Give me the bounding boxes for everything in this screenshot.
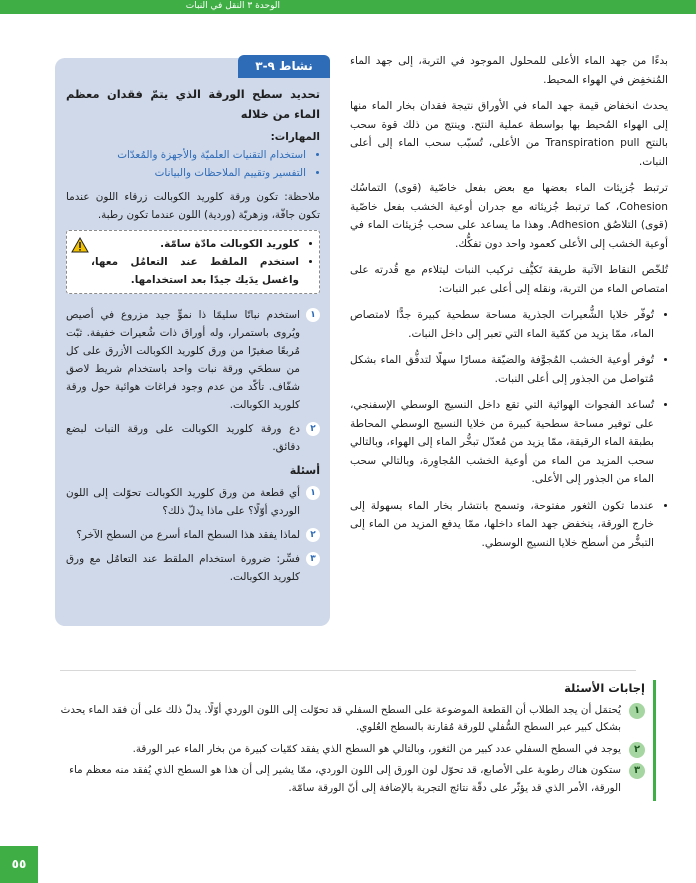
answer-text: يُحتمَل أن يجد الطلاب أن القطعة الموضوعة على السطح السفلي قد تحوّلت إلى اللون الوردي أوّلًا. يدلّ ذلك على أن فقد الماء يحدث بشكل كبير عبر السطح السُّفلي للورقة مُقارنة بالسطح العُلوي.: [60, 703, 621, 733]
question-text: لماذا يفقد هذا السطح الماء أسرع من السطح الآخر؟: [76, 529, 300, 541]
warning-item: • كلوريد الكوبالت مادّة سامّة.: [91, 235, 299, 253]
question-number: ١: [306, 486, 320, 500]
step-number: ١: [306, 308, 320, 322]
main-text-column: [350, 52, 668, 560]
question-item: [66, 484, 320, 520]
skill-item: • التفسير وتقييم الملاحظات والبيانات: [66, 164, 306, 182]
answers-heading: إجابات الأسئلة: [564, 681, 645, 695]
question-item: [66, 526, 320, 544]
list-item: • تُوفر أوعية الخشب المُجوَّفة والضيّقة مسارًا سهلًا لتدفُّق الماء بشكل مُتواصل من الجذور إلى أعلى النبات.: [350, 351, 654, 388]
activity-title: تحديد سطح الورقة الذي يتمّ فقدان معظم الماء من خلاله: [66, 87, 320, 121]
paragraph: تُلخّص النقاط الآتية طريقة تَكيُّف تركيب النبات ليتلاءم مع قُدرته على امتصاص الماء من التربة، ونقله إلى أعلى عبر النبات:: [350, 264, 668, 295]
activity-content: [66, 84, 320, 592]
step-text: دع ورقة كلوريد الكوبالت على ورقة النبات لبضع دقائق.: [66, 423, 300, 453]
answers-list: [50, 702, 645, 798]
warning-triangle-icon: [71, 237, 89, 253]
warning-list: [91, 235, 311, 289]
question-number: ٢: [306, 528, 320, 542]
paragraph: بدءًا من جهد الماء الأعلى للمحلول الموجود في التربة، إلى جهد الماء المُنخفِض في الهواء المحيط.: [350, 55, 668, 86]
unit-title: الوحدة ٣ النقل في النبات: [185, 1, 280, 11]
warning-item: • استخدم الملقط عند التعامُل معها، واغسل يدَيك جيدًا بعد استخدامها.: [91, 253, 299, 289]
skills-list: [66, 146, 320, 182]
procedure-steps: [66, 306, 320, 456]
answers-section: [50, 680, 656, 801]
question-text: فسِّر: ضرورة استخدام الملقط عند التعامُل مع ورق كلوريد الكوبالت.: [66, 553, 300, 583]
skill-item: • استخدام التقنيات العلميّة والأجهزة والمُعدّات: [66, 146, 306, 164]
step-text: استخدم نباتًا سليمًا ذا نموٍّ جيد مزروع في أصيص ويُروى باستمرار، وله أوراق ذات شُعيرات خفيفة. ثبّت مُربعًا صغيرًا من ورق كلوريد الكوبالت الأزرق على كل من سطحَي ورقة نبات واحد باستخدام شريط لاصق شفّاف. تأكّد من عدم وجود فراغات هوائية حول ورقة كلوريد الكوبالت.: [66, 309, 300, 411]
answer-number: ٣: [629, 763, 645, 779]
question-item: [66, 550, 320, 586]
answer-item: [50, 762, 645, 797]
page-number: ٥٥: [0, 846, 38, 883]
answer-number: ١: [629, 703, 645, 719]
answer-item: [50, 741, 645, 759]
safety-warning-box: [66, 230, 320, 294]
paragraph: ترتبط جُزيئات الماء بعضها مع بعض بفعل خاصّية (قوى) التماسُك Cohesion، كما ترتبط جُزيئاته مع جدران أوعية الخشب بفعل خاصّية (قوى) التلاصُق Adhesion. وهذا ما يساعد على سحب جُزيئات الماء في أوعية الخشب إلى الأعلى كعمود واحد دون تفكُّك.: [350, 182, 668, 250]
answer-item: [50, 702, 645, 737]
adaptation-list: [350, 306, 668, 552]
note-text: ملاحظة: تكون ورقة كلوريد الكوبالت زرقاء اللون عندما تكون جافّة، وزهريّة (وردية) اللون عندما تكون رطبة.: [66, 191, 320, 221]
answer-text: يوجد في السطح السفلي عدد كبير من الثغور، وبالتالي هو السطح الذي يفقد كمّيات كبيرة من بخار الماء عبر الورقة.: [132, 742, 621, 755]
section-divider: [60, 670, 636, 671]
list-item: • عندما تكون الثغور مفتوحة، وتسمح بانتشار بخار الماء بسهولة إلى خارج الورقة، ينخفض جهد الماء داخلها، ممّا يدفع المزيد من الماء إلى التبخُّر من أسطح خلايا النسيج الوسطي.: [350, 497, 654, 553]
answer-text: ستكون هناك رطوبة على الأصابع، قد تحوّل لون الورق إلى اللون الوردي، ممّا يشير إلى أن هذا هو السطح الذي يُفقد منه معظم ماء الورقة، الأمر الذي قد يؤثّر على دقّة نتائج التجربة بالإضافة إلى أنّ الورقة سامّة.: [69, 764, 621, 794]
top-header-bar: [0, 0, 696, 14]
skills-heading: المهارات:: [270, 131, 320, 143]
step-item: [66, 420, 320, 456]
step-number: ٢: [306, 422, 320, 436]
activity-tab: نشاط ٩-٣: [238, 55, 330, 78]
questions-heading: أسئلة: [289, 464, 320, 477]
answer-number: ٢: [629, 742, 645, 758]
question-number: ٣: [306, 552, 320, 566]
questions-list: [66, 484, 320, 586]
question-text: أي قطعة من ورق كلوريد الكوبالت تحوّلت إلى اللون الوردي أوّلًا؟ على ماذا يدلّ ذلك؟: [66, 487, 300, 517]
list-item: • تُساعد الفجوات الهوائية التي تقع داخل النسيج الوسطي الإسفنجي، على توفير مساحة سطحية كبيرة من خلايا النسيج الوسطي المحاطة بطبقة الماء الرقيقة، ممّا يزيد من مُعدّل تبخُّر الماء إلى الهواء، وبالتالي سحب المزيد من الماء من أوعية الخشب المُجاوِرة، وبالتالي سحب الماء من الجذور إلى الأعلى.: [350, 396, 654, 489]
step-item: [66, 306, 320, 414]
list-item: • تُوفّر خلايا الشُّعيرات الجذرية مساحة سطحية كبيرة جدًّا لامتصاص الماء، ممّا يزيد من كمّية الماء التي تعبر إلى داخل النبات.: [350, 306, 654, 343]
paragraph: يحدث انخفاض قيمة جهد الماء في الأوراق نتيجة فقدان بخار الماء منها إلى الهواء المُحيط بها بواسطة عملية النتح. وينتج من ذلك قوة سحب بالنتح Transpiration pull من الأعلى، تُسبّب سحب الماء إلى أعلى النبات.: [350, 100, 668, 168]
